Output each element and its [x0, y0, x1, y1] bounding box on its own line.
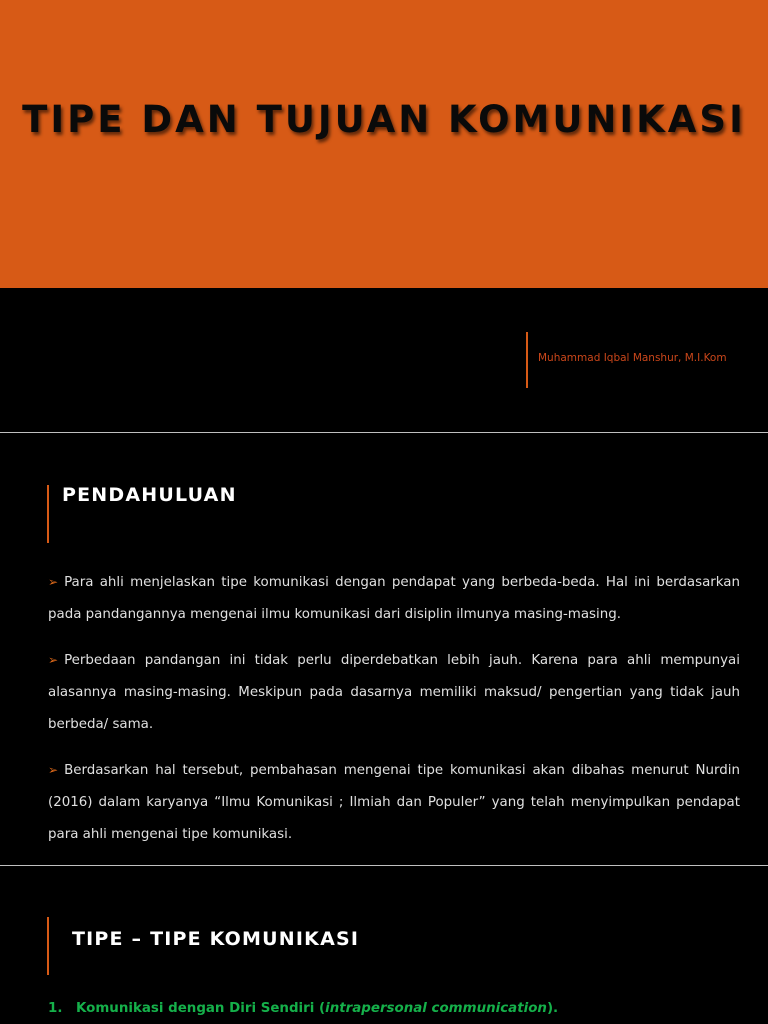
arrow-bullet-icon: ➢	[48, 763, 59, 777]
arrow-bullet-icon: ➢	[48, 653, 59, 667]
paragraph-1	[48, 566, 740, 631]
title-slide	[0, 0, 768, 432]
paragraph-3	[48, 754, 740, 851]
paragraph-2	[48, 644, 740, 741]
list-item-emphasis: intrapersonal communication	[325, 1001, 547, 1016]
types-slide	[0, 866, 768, 1024]
slide-title: TIPE DAN TUJUAN KOMUNIKASI	[22, 98, 746, 141]
heading-accent-rule	[47, 485, 49, 543]
list-item-text: Komunikasi dengan Diri Sendiri (	[76, 1001, 326, 1016]
arrow-bullet-icon: ➢	[48, 575, 59, 589]
paragraph-text: Perbedaan pandangan ini tidak perlu diperdebatkan lebih jauh. Karena para ahli mempunyai alasannya masing-masing. Meskipun pada dasarnya memiliki maksud/ pengertian yang tidak jauh berbeda/ sama.	[48, 653, 740, 732]
intro-slide	[0, 433, 768, 865]
author-name: Muhammad Iqbal Manshur, M.I.Kom	[538, 352, 727, 364]
paragraph-text: Berdasarkan hal tersebut, pembahasan mengenai tipe komunikasi akan dibahas menurut Nurdin (2016) dalam karyanya “Ilmu Komunikasi ; Ilmiah dan Populer” yang telah menyimpulkan pendapat para ahli mengenai tipe komunikasi.	[48, 763, 740, 842]
intro-paragraphs	[48, 566, 740, 864]
section-heading: TIPE – TIPE KOMUNIKASI	[72, 928, 360, 950]
section-heading: PENDAHULUAN	[62, 484, 237, 506]
list-item-number: 1.	[48, 1001, 63, 1016]
title-band	[0, 0, 768, 288]
paragraph-text: Para ahli menjelaskan tipe komunikasi dengan pendapat yang berbeda-beda. Hal ini berdasarkan pada pandangannya mengenai ilmu komunikasi dari disiplin ilmunya masing-masing.	[48, 575, 740, 622]
heading-accent-rule	[47, 917, 49, 975]
list-item-suffix: ).	[546, 1001, 559, 1016]
list-item	[48, 1001, 558, 1016]
author-accent-rule	[526, 332, 528, 388]
